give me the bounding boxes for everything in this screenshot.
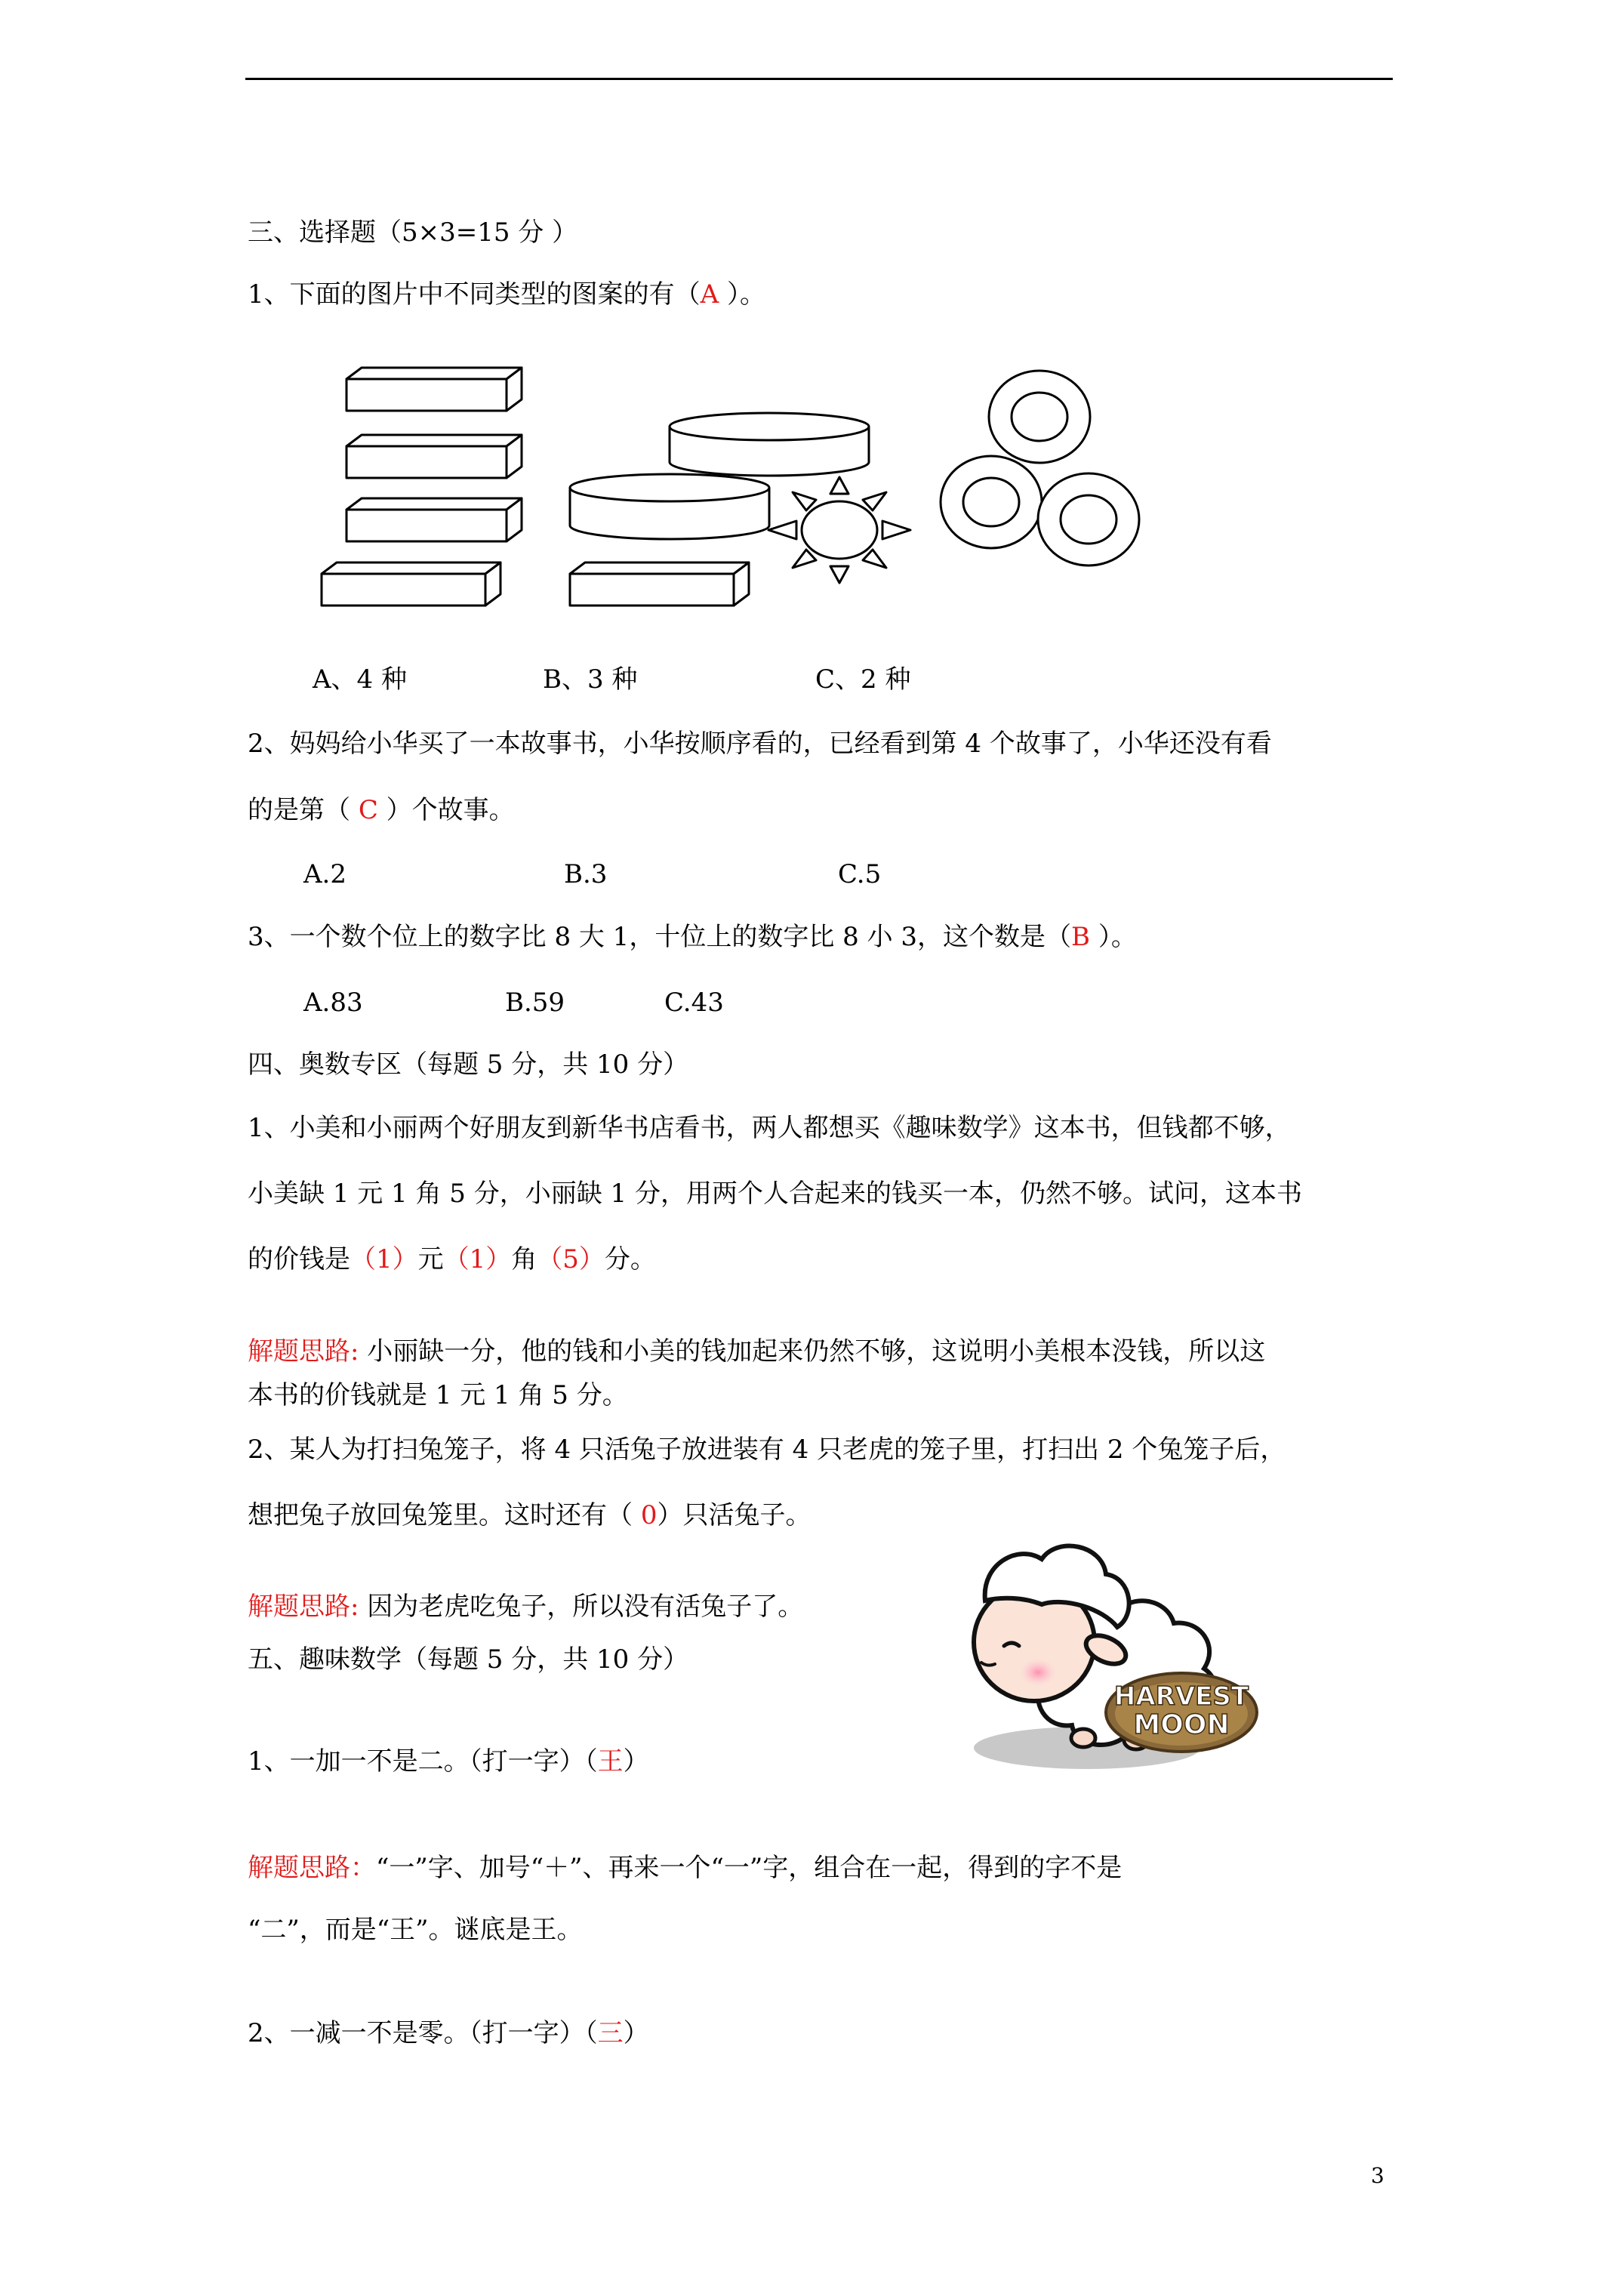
- olympiad-1-solution-line-2: 本书的价钱就是 1 元 1 角 5 分。: [248, 1380, 628, 1410]
- question-1-suffix: ）。: [719, 279, 766, 310]
- logo-line-1: HARVEST: [1113, 1681, 1249, 1712]
- cylinder-1: [670, 413, 869, 476]
- olympiad-1-solution-line-1: [248, 1335, 1265, 1368]
- solution-text: “一”字、加号“＋”、再来一个“一”字，组合在一起，得到的字不是: [376, 1853, 1123, 1883]
- question-1-prefix: 1、下面的图片中不同类型的图案的有（: [248, 279, 701, 310]
- olympiad-2-line-1: 2、某人为打扫兔笼子，将 4 只活兔子放进装有 4 只老虎的笼子里，打扫出 2 个兔笼子后，: [248, 1435, 1286, 1465]
- cuboid-3: [346, 498, 522, 541]
- question-2-answer: C: [358, 795, 378, 825]
- question-1-answer: A: [700, 279, 719, 310]
- olympiad-1-line-2: 小美缺 1 元 1 角 5 分，小丽缺 1 分，用两个人合起来的钱买一本，仍然不够。试问，这本书: [248, 1179, 1302, 1209]
- question-2-option-b: B.3: [564, 859, 608, 889]
- sun-shape: [768, 477, 910, 583]
- olympiad-2-line-2: [248, 1499, 811, 1532]
- olympiad-2-answer: 0: [640, 1500, 658, 1530]
- question-3: [248, 920, 1137, 954]
- solution-label: 解题思路：: [248, 1853, 376, 1883]
- olympiad-1-text-a: 的价钱是: [248, 1244, 350, 1274]
- harvest-moon-logo: [1106, 1673, 1257, 1752]
- cuboid-2: [346, 435, 522, 478]
- olympiad-1-text-d: 分。: [604, 1244, 656, 1274]
- riddle-2-answer: 三: [597, 2018, 624, 2048]
- riddle-1: [248, 1745, 649, 1778]
- question-2-option-c: C.5: [838, 859, 882, 889]
- ring-1: [989, 371, 1090, 463]
- riddle-1-answer: 王: [597, 1746, 624, 1777]
- shapes-figure: [0, 0, 1623, 680]
- question-2-option-a: A.2: [303, 859, 346, 889]
- question-2-prefix: 的是第（: [248, 795, 359, 825]
- question-2-line-1: 2、妈妈给小华买了一本故事书，小华按顺序看的，已经看到第 4 个故事了，小华还没有看: [248, 729, 1272, 759]
- riddle-1-suffix: ）: [623, 1746, 649, 1777]
- question-3-option-c: C.43: [664, 988, 724, 1018]
- question-2-suffix: ）个故事。: [377, 795, 515, 825]
- riddle-2-suffix: ）: [623, 2018, 649, 2048]
- olympiad-2-suffix: ）只活兔子。: [657, 1500, 812, 1530]
- olympiad-2-solution: [248, 1590, 803, 1623]
- riddle-1-prefix: 1、一加一不是二。（打一字）（: [248, 1746, 598, 1777]
- question-2-line-2: [248, 794, 515, 827]
- question-3-suffix: ）。: [1090, 922, 1137, 952]
- logo-line-2: MOON: [1133, 1709, 1230, 1740]
- question-3-answer: B: [1071, 922, 1091, 952]
- ring-2: [941, 456, 1042, 548]
- olympiad-1-line-3: [248, 1243, 656, 1276]
- cuboid-5: [570, 562, 749, 606]
- sheep-illustration: [951, 1525, 1268, 1782]
- question-3-prefix: 3、一个数个位上的数字比 8 大 1，十位上的数字比 8 小 3，这个数是（: [248, 922, 1072, 952]
- olympiad-1-text-b: 元: [417, 1244, 444, 1274]
- olympiad-1-answer-fen: （5）: [537, 1244, 605, 1274]
- riddle-1-solution-line-1: [248, 1851, 1122, 1885]
- cuboid-1: [346, 368, 522, 411]
- section5-heading: 五、趣味数学（每题 5 分，共 10 分）: [248, 1644, 689, 1675]
- section3-heading: 三、选择题（5×3=15 分 ）: [248, 217, 578, 248]
- riddle-2: [248, 2017, 649, 2050]
- cuboid-4: [322, 562, 500, 606]
- question-3-option-b: B.59: [505, 988, 565, 1018]
- ring-3: [1038, 473, 1139, 566]
- olympiad-1-text-c: 角: [511, 1244, 537, 1274]
- riddle-1-solution-line-2: “二”，而是“王”。谜底是王。: [248, 1915, 583, 1945]
- section4-heading: 四、奥数专区（每题 5 分，共 10 分）: [248, 1049, 689, 1080]
- page-number: 3: [1371, 2163, 1384, 2188]
- riddle-2-prefix: 2、一减一不是零。（打一字）（: [248, 2018, 598, 2048]
- solution-label: 解题思路:: [248, 1336, 359, 1367]
- solution-text: 因为老虎吃兔子，所以没有活兔子了。: [359, 1592, 804, 1622]
- olympiad-1-answer-jiao: （1）: [443, 1244, 512, 1274]
- solution-label: 解题思路:: [248, 1592, 359, 1622]
- solution-text: 小丽缺一分，他的钱和小美的钱加起来仍然不够，这说明小美根本没钱，所以这: [359, 1336, 1266, 1367]
- olympiad-1-line-1: 1、小美和小丽两个好朋友到新华书店看书，两人都想买《趣味数学》这本书，但钱都不够，: [248, 1113, 1291, 1143]
- question-1-option-c: C、2 种: [815, 664, 911, 695]
- question-1-option-a: A、4 种: [313, 664, 407, 695]
- question-1-option-b: B、3 种: [543, 664, 638, 695]
- question-3-option-a: A.83: [303, 988, 363, 1018]
- olympiad-2-prefix: 想把兔子放回兔笼里。这时还有（: [248, 1500, 641, 1530]
- olympiad-1-answer-yuan: （1）: [350, 1244, 418, 1274]
- cylinder-2: [570, 474, 769, 539]
